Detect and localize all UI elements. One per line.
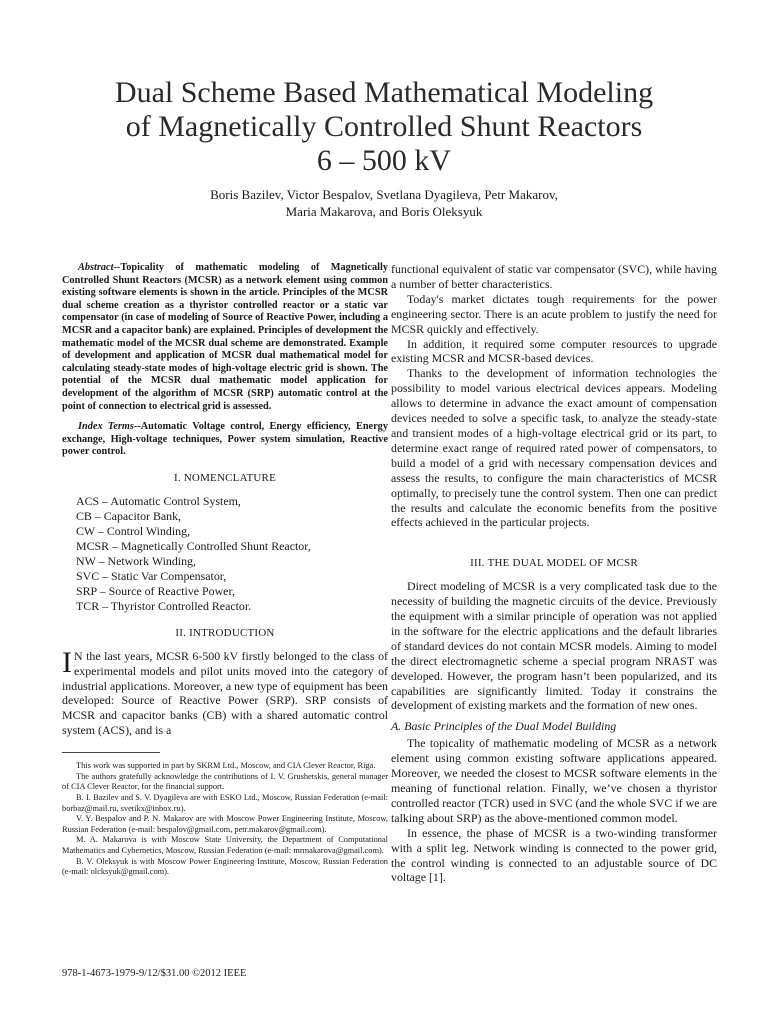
authors-line-1: Boris Bazilev, Victor Bespalov, Svetlana Dyagileva, Petr Makarov,: [210, 187, 558, 202]
section-number: III.: [470, 557, 485, 570]
title-line-2: of Magnetically Controlled Shunt Reactors: [125, 110, 643, 143]
section-title-part: D: [512, 557, 521, 570]
nomenclature-list: [62, 494, 388, 614]
nomenclature-item: ACS – Automatic Control System,: [76, 493, 241, 508]
section-title-part: ODEL OF: [556, 557, 607, 570]
nomenclature-item: TCR – Thyristor Controlled Reactor.: [76, 598, 252, 613]
author-list: [60, 186, 708, 220]
footnote: This work was supported in part by SKRM Ltd., Moscow, and CIA Clever Reactor, Riga.: [76, 761, 376, 771]
abstract-lead: Abstract--: [78, 262, 121, 273]
index-terms: [62, 421, 388, 459]
footnote: M. A. Makarova is with Moscow State University, the Department of Computational Mathematics and Cybernetics, Moscow, Russian Federation (e-mail: mrmakarova@gmail.com).: [62, 835, 388, 855]
footnote: The authors gratefully acknowledge the contributions of I. V. Grushetskis, general manager of CIA Clever Reactor, for the financial support.: [62, 771, 388, 792]
right-column: [391, 262, 717, 885]
body-paragraph: Thanks to the development of information technologies the possibility to model various electrical devices appears. Modeling allows to determine in advance the exact amount of compensation devices needed to solve a specific task, to analyze the steady-state and transient modes of a high-voltage electrical grid or its part, to determine exact range of required rated power of compensators, to build a model of a grid with necessary compensation devices and assess the results, to configure the main characteristics of MCSR optimally, to precisely tune the control system. Then one can predict the results and calculate the economic benefits from the positive effects achieved in the particular projects.: [391, 366, 717, 530]
section-title-rest: OMENCLATURE: [191, 471, 277, 484]
section-title-initial: I: [189, 626, 193, 639]
body-paragraph: Direct modeling of MCSR is a very complicated task due to the necessity of building the magnetic circuits of the device. Previously the equipment with a similar principle of operation was not applied in the software for the electric applications and the default libraries of standard devices do not contain MCSR models. Aiming to model the direct electromagnetic scheme a special program NRAST was developed. However, the program hasn’t been popularized, and its capabilities are significantly limited. Today it constrains the development of existing markets and the formation of new ones.: [391, 579, 717, 713]
nomenclature-item: MCSR – Magnetically Controlled Shunt Reactor,: [76, 538, 311, 553]
section-number: I.: [173, 471, 181, 484]
authors-line-2: Maria Makarova, and Boris Oleksyuk: [285, 204, 483, 219]
section-title-initial: N: [183, 471, 192, 484]
section-title-rest: NTRODUCTION: [192, 626, 275, 639]
footnote: B. V. Oleksyuk is with Moscow Power Engineering Institute, Moscow, Russian Federation (e-mail: olcksyuk@gmail.com).: [62, 856, 388, 877]
title-line-1: Dual Scheme Based Mathematical Modeling: [114, 76, 654, 109]
section-title-part: HE: [494, 557, 513, 570]
title-line-3: 6 – 500 kV: [316, 144, 452, 177]
footnote: B. I. Bazilev and S. V. Dyagileva are with ESKO Ltd., Moscow, Russian Federation (e-mail: borbaz@mail.ru, svetikx@inbox.ru).: [62, 792, 388, 813]
footnote: V. Y. Bespalov and P. N. Makarov are with Moscow Power Engineering Institute, Moscow, Russian Federation (e-mail: bespalov@gmail.com, petr.makarov@gmail.com).: [62, 814, 388, 834]
footnotes: [62, 761, 388, 878]
section-number: II.: [175, 626, 187, 639]
section-heading-nomenclature: [62, 471, 388, 486]
drop-cap: I: [62, 645, 72, 679]
body-paragraph: The topicality of mathematic modeling of MCSR as a network element using common existing software applications appeared. Moreover, we needed the closest to MCSR software elements in the meaning of functional relation. Finally, we’ve chosen a thyristor controlled reactor (TCR) used in SVC (and the whole SVC if we are talking about SRP) as the above-mentioned common model.: [391, 736, 717, 825]
body-paragraph: Today's market dictates tough requirements for the power engineering sector. There is an acute problem to justify the need for MCSR quickly and effectively.: [391, 291, 717, 336]
paper-title: [60, 76, 708, 178]
nomenclature-item: SRP – Source of Reactive Power,: [76, 583, 235, 598]
nomenclature-item: CB – Capacitor Bank,: [76, 508, 182, 523]
section-title-part: T: [487, 557, 495, 570]
index-terms-lead: Index Terms--: [78, 421, 141, 433]
abstract-text: Topicality of mathematic modeling of Magnetically Controlled Shunt Reactors (MCSR) as a network element using common existing software elements is shown in the article. Principles of the MCSR dual scheme creation as a thyristor controlled reactor or a static var compensator (in case of modeling of Source of Reactive Power, including a MCSR and a capacitor bank) are explained. Principles of development the mathematic model of the MCSR dual scheme are demonstrated. Example of development and application of MCSR dual mathematical model for calculating steady-state modes of high-voltage electric grid is shown. The potential of the MCSR dual mathematic model application for development of the algorithm of MCSR (SRP) automatic control at the point of connection to electrical grid is assessed.: [62, 262, 388, 412]
abstract: [62, 262, 388, 413]
section-heading-introduction: [62, 626, 388, 641]
left-column: [62, 262, 388, 878]
footnote-divider: [62, 752, 160, 753]
subsection-heading: A. Basic Principles of the Dual Model Building: [391, 719, 617, 734]
introduction-text: N the last years, MCSR 6-500 kV firstly belonged to the class of experimental models and pilot units moved into the category of industrial applications. Moreover, a new type of equipment has been developed: Source of Reactive Power (SRP). SRP consists of MCSR and capacitor banks (CB) with a shared automatic control system (ACS), and is a: [62, 648, 388, 738]
index-terms-text: Automatic Voltage control, Energy efficiency, Energy exchange, High-voltage techniques, Power system simulation, Reactive power control.: [62, 421, 388, 458]
section-heading-dual-model: [391, 556, 717, 571]
nomenclature-item: NW – Network Winding,: [76, 553, 196, 568]
body-paragraph: In essence, the phase of MCSR is a two-winding transformer with a split leg. Network winding is connected to the power grid, the control winding is connected to an adjustable source of DC voltage [1].: [391, 825, 717, 885]
body-paragraph: functional equivalent of static var compensator (SVC), while having a number of better characteristics.: [391, 262, 717, 291]
introduction-paragraph: [62, 645, 388, 738]
body-paragraph: In addition, it required some computer resources to upgrade existing MCSR and MCSR-based devices.: [391, 336, 717, 366]
section-title-part: MCSR: [606, 557, 638, 570]
nomenclature-item: SVC – Static Var Compensator,: [76, 568, 227, 583]
section-title-part: UAL: [520, 557, 547, 570]
copyright-line: 978-1-4673-1979-9/12/$31.00 ©2012 IEEE: [62, 968, 247, 979]
section-title-part: M: [546, 557, 557, 570]
nomenclature-item: CW – Control Winding,: [76, 523, 191, 538]
